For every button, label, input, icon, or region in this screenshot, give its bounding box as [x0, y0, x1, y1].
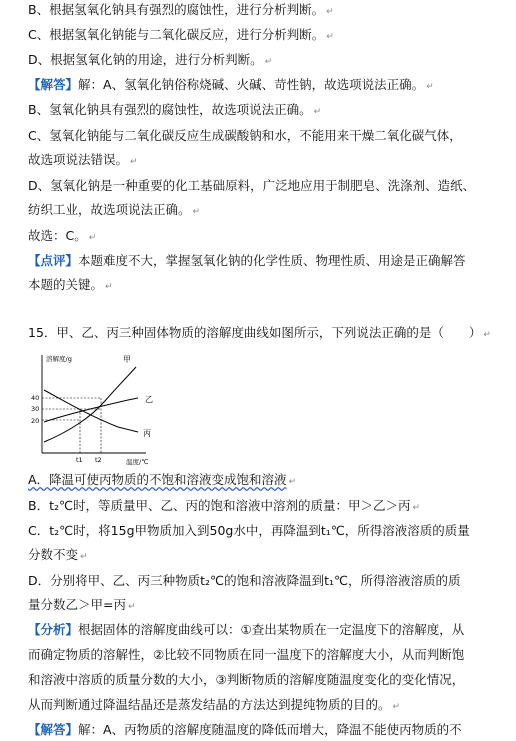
option-c-cont: 分数不变 ↵: [28, 547, 88, 562]
y-tick-30: 30: [31, 405, 40, 413]
option-d: D．分别将甲、乙、丙三种物质t₂℃的饱和溶液降温到t₁℃，所得溶液溶质的质: [28, 573, 461, 588]
answer-line: 【解答】解：A、丙物质的溶解度随温度的降低而增大，降温不能使丙物质的不: [28, 722, 462, 737]
x-tick-t1: t1: [76, 456, 83, 464]
solubility-chart: [28, 352, 168, 470]
text-line: B、氢氧化钠具有强烈的腐蚀性，故选项说法正确。 ↵: [28, 102, 322, 117]
curve-bing: [44, 390, 138, 432]
text-line: 而确定物质的溶解性，②比较不同物质在同一温度下的溶解度大小，从而判断饱: [28, 647, 465, 662]
text-line: 从而判断通过降温结晶还是蒸发结晶的方法达到提纯物质的目的。 ↵: [28, 697, 401, 712]
x-axis-label: 温度/℃: [126, 458, 149, 466]
option-a: A．降温可使丙物质的不饱和溶液变成饱和溶液 ↵: [28, 472, 297, 487]
text-line: 纺织工业，故选项说法正确。 ↵: [28, 202, 201, 217]
analysis-tag: 【分析】: [28, 622, 79, 637]
series-label-bing: 丙: [143, 429, 151, 438]
text-line: 本题的关键。 ↵: [28, 277, 113, 292]
series-label-jia: 甲: [123, 355, 131, 364]
text-line: D、根据氢氧化钠的用途，进行分析判断。 ↵: [28, 52, 273, 67]
comment-tag: 【点评】: [28, 253, 79, 268]
comment-line: 【点评】本题难度不大，掌握氢氧化钠的化学性质、物理性质、用途是正确解答: [28, 253, 466, 268]
option-c: C．t₂℃时，将15g甲物质加入到50g水中，再降温到t₁℃，所得溶液溶质的质量: [28, 523, 470, 538]
curve-yi: [44, 398, 138, 422]
text-line: 故选项说法错误。 ↵: [28, 152, 138, 167]
y-axis-label: 溶解度/g: [46, 355, 72, 363]
analysis-line: 【分析】根据固体的溶解度曲线可以：①查出某物质在一定温度下的溶解度，从: [28, 622, 465, 637]
y-tick-40: 40: [31, 394, 40, 402]
answer-line: 【解答】解：A、氢氧化钠俗称烧碱、火碱、苛性钠，故选项说法正确。 ↵: [28, 77, 434, 92]
answer-tag: 【解答】: [28, 722, 79, 737]
text-line: 故选：C。 ↵: [28, 228, 97, 243]
option-d-cont: 量分数乙＞甲=丙 ↵: [28, 597, 136, 612]
text-line: 和溶液中溶质的质量分数的大小，③判断物质的溶解度随温度变化的变化情况，: [28, 672, 465, 687]
text-line: C、氢氧化钠能与二氧化碳反应生成碳酸钠和水，不能用来干燥二氧化碳气体，: [28, 128, 462, 143]
x-tick-t2: t2: [95, 456, 102, 464]
question-15: 15．甲、乙、丙三种固体物质的溶解度曲线如图所示，下列说法正确的是（ ） ↵: [28, 325, 491, 340]
text-line: B、根据氢氧化钠具有强烈的腐蚀性，进行分析判断。 ↵: [28, 2, 334, 17]
y-tick-20: 20: [31, 417, 40, 425]
answer-tag: 【解答】: [28, 77, 79, 92]
text-line: D、氢氧化钠是一种重要的化工基础原料，广泛地应用于制肥皂、洗涤剂、造纸、: [28, 178, 476, 193]
curve-jia: [44, 367, 136, 442]
option-b: B．t₂℃时，等质量甲、乙、丙的饱和溶液中溶剂的质量：甲＞乙＞丙 ↵: [28, 498, 421, 513]
text-line: C、根据氢氧化钠能与二氧化碳反应，进行分析判断。 ↵: [28, 27, 334, 42]
series-label-yi: 乙: [145, 395, 153, 404]
